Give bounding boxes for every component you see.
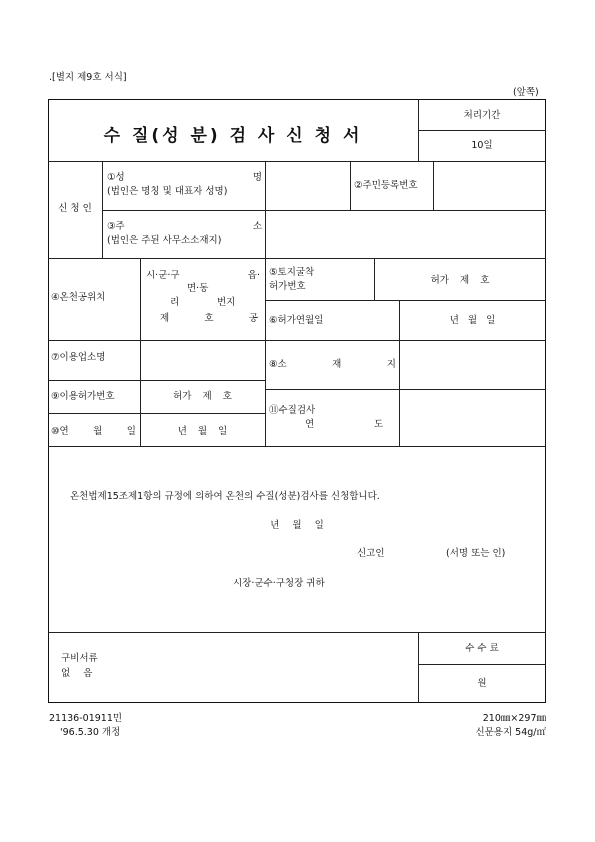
page-side-label: (앞쪽) bbox=[513, 87, 539, 98]
row-divider bbox=[418, 664, 546, 665]
col-divider bbox=[350, 161, 351, 210]
paper-size: 210㎜×297㎜ bbox=[482, 713, 546, 724]
address-sub-label: (법인은 주된 사무소소재지) bbox=[107, 235, 222, 246]
land-permit-label-2: 허가번호 bbox=[269, 281, 306, 292]
reporter-label: 신고인 bbox=[357, 548, 385, 559]
documents-value: 없 음 bbox=[61, 668, 93, 679]
myeondong-text: 면·동 bbox=[187, 283, 209, 294]
row-divider bbox=[48, 413, 265, 414]
applicant-label: 신 청 인 bbox=[58, 203, 92, 214]
use-permit-value: 허가 제 호 bbox=[173, 391, 232, 402]
use-permit-label: ⑨이용허가번호 bbox=[51, 391, 115, 402]
eup-text: 읍· bbox=[247, 270, 260, 281]
row-divider bbox=[48, 340, 546, 341]
processing-period-value: 10일 bbox=[471, 140, 493, 151]
name-label: ①성 bbox=[107, 172, 125, 183]
inspection-year-label-2a: 연 bbox=[305, 419, 315, 430]
col-divider bbox=[433, 161, 434, 210]
row-divider bbox=[48, 380, 265, 381]
ho-text: 호 bbox=[204, 313, 214, 324]
col-divider bbox=[102, 161, 103, 258]
name-field-label bbox=[107, 172, 262, 184]
name-sub-label: (법인은 명칭 및 대표자 성명) bbox=[107, 186, 228, 197]
row-divider bbox=[48, 446, 546, 447]
col-divider bbox=[265, 258, 266, 446]
beonji-text: 번지 bbox=[217, 297, 236, 308]
je-text: 제 bbox=[160, 313, 170, 324]
name-label-end: 명 bbox=[252, 172, 262, 183]
row-divider bbox=[48, 161, 546, 162]
fee-label: 수 수 료 bbox=[465, 643, 499, 654]
land-permit-label-1: ⑤토지굴착 bbox=[269, 267, 315, 278]
col-divider bbox=[265, 161, 266, 258]
permit-date-value: 년 월 일 bbox=[449, 315, 496, 326]
col-divider bbox=[140, 258, 141, 446]
revision-date: '96.5.30 개정 bbox=[60, 727, 121, 738]
statement-body: 온천법제15조제1항의 규정에 의하여 온천의 수질(성분)검사를 신청합니다. bbox=[70, 491, 380, 502]
row-divider bbox=[48, 258, 546, 259]
land-permit-value: 허가 제 호 bbox=[430, 275, 490, 286]
rrn-label: ②주민등록번호 bbox=[354, 180, 418, 191]
location-label-b: 재 bbox=[332, 359, 342, 370]
location-label-c: 지 bbox=[386, 359, 396, 370]
ymd-label-c: 일 bbox=[126, 426, 136, 437]
documents-label: 구비서류 bbox=[61, 653, 98, 664]
facility-name-label: ⑦이용업소명 bbox=[51, 352, 106, 363]
address-label-end: 소 bbox=[252, 221, 262, 232]
spa-location-label: ④온천공위치 bbox=[51, 292, 106, 303]
location-label-a: ⑧소 bbox=[269, 359, 287, 370]
inspection-year-label-2b: 도 bbox=[374, 419, 384, 430]
gong-text: 공 bbox=[248, 313, 258, 324]
form-code: 21136-01911민 bbox=[49, 713, 123, 724]
spa-location-line4 bbox=[160, 313, 258, 325]
location-label bbox=[269, 359, 396, 371]
form-number: .[별지 제9호 서식] bbox=[49, 72, 127, 83]
processing-period-label: 처리기간 bbox=[463, 110, 501, 121]
col-divider bbox=[399, 340, 400, 446]
ymd-label-a: ⑩연 bbox=[51, 426, 69, 437]
inspection-year-label-1: ⑪수질검사 bbox=[269, 405, 316, 416]
paper-type: 신문용지 54g/㎡ bbox=[475, 727, 546, 738]
row-divider bbox=[48, 632, 546, 633]
sigungu-text: 시·군·구 bbox=[146, 270, 180, 281]
signature-label: (서명 또는 인) bbox=[446, 548, 506, 559]
row-divider bbox=[102, 210, 546, 211]
row-divider bbox=[265, 389, 546, 390]
spa-location-line1 bbox=[146, 270, 260, 282]
address-field-label bbox=[107, 221, 262, 233]
recipient-label: 시장·군수·구청장 귀하 bbox=[233, 578, 325, 589]
ymd-value: 년 월 일 bbox=[177, 426, 228, 437]
form-title: 수 질(성 분) 검 사 신 청 서 bbox=[103, 126, 363, 146]
address-label: ③주 bbox=[107, 221, 125, 232]
ymd-label bbox=[51, 426, 136, 438]
statement-date: 년 월 일 bbox=[270, 520, 324, 531]
ri-text: 리 bbox=[170, 297, 180, 308]
row-divider bbox=[265, 300, 546, 301]
permit-date-label: ⑥허가연월일 bbox=[269, 315, 324, 326]
fee-unit: 원 bbox=[477, 678, 487, 689]
row-divider bbox=[418, 130, 546, 131]
ymd-label-b: 월 bbox=[93, 426, 103, 437]
